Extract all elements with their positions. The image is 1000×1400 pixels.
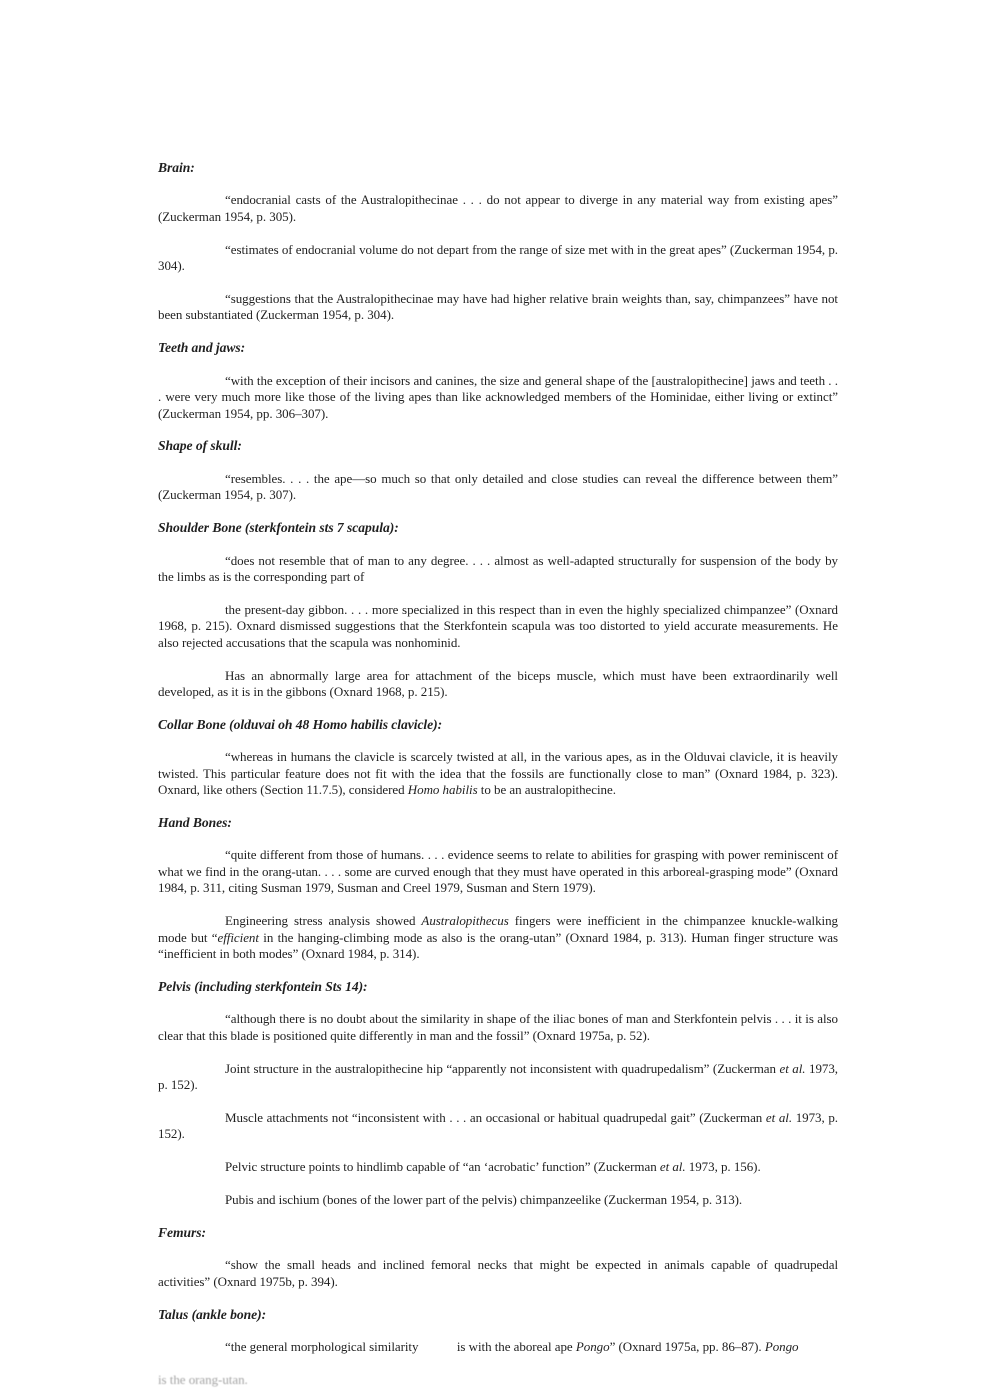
text-run: “does not resemble that of man to any degree. . . . almost as well-adapted structurally for suspension of the body by the limbs as is the corresponding part of: [158, 552, 838, 584]
section-heading: Shoulder Bone (sterkfontein sts 7 scapula):: [158, 520, 399, 536]
section-heading: Shape of skull:: [158, 438, 242, 454]
text-run: “the general morphological similarity is with the aboreal ape: [225, 1339, 576, 1355]
paragraph: [158, 553, 838, 586]
section: [158, 717, 838, 799]
text-run: “whereas in humans the clavicle is scarcely twisted at all, in the various apes, as in the Olduvai clavicle, it is heavily twisted. This particular feature does not fit with the idea that the fossils are functionally close to man” (Oxnard 1984, p. 323). Oxnard, like others (Section 11.7.5), considered: [158, 749, 838, 798]
text-run: Muscle attachments not “inconsistent with . . . an occasional or habitual quadrupedal gait” (Zuckerman: [225, 1109, 766, 1125]
paragraph: [158, 1061, 838, 1094]
paragraph: [158, 373, 838, 422]
section: [158, 979, 838, 1209]
paragraph: [158, 1257, 838, 1290]
text-run: “endocranial casts of the Australopithecinae . . . do not appear to diverge in any material way from existing apes” (Zuckerman 1954, p. 305).: [158, 192, 838, 224]
italic-term: Pongo: [764, 1339, 799, 1355]
text-run: “quite different from those of humans. . . . evidence seems to relate to abilities for grasping with power reminiscent of what we find in the orang-utan. . . . some are curved enough that they must have operated in this arboreal-grasping mode” (Oxnard 1984, p. 311, citing Susman 1979, Susman and Creel 1979, Susman and Stern 1979).: [158, 847, 838, 896]
text-run: fingers were inefficient in the chimpanzee knuckle-walking mode but “: [158, 913, 838, 945]
paragraph: [158, 847, 838, 896]
section-heading: Femurs:: [158, 1225, 206, 1241]
italic-term: et al.: [659, 1159, 686, 1175]
text-run: Pelvic structure points to hindlimb capable of “an ‘acrobatic’ function” (Zuckerman: [225, 1159, 660, 1175]
italic-term: Homo habilis: [407, 782, 478, 798]
section-heading: Pelvis (including sterkfontein Sts 14):: [158, 978, 368, 994]
paragraph: [158, 749, 838, 798]
text-run: the present-day gibbon. . . . more specialized in this respect than in even the highly specialized chimpanzee” (Oxnard 1968, p. 215). Oxnard dismissed suggestions that the Sterkfontein scapula was too distorted to yield accurate measurements. He also rejected accusations that the scapula was nonhominid.: [158, 601, 838, 650]
text-run: Joint structure in the australopithecine hip “apparently not inconsistent with quadrupedalism” (Zuckerman: [225, 1060, 780, 1076]
document-content: [158, 160, 838, 1389]
section: [158, 340, 838, 422]
paragraph: [158, 913, 838, 962]
section: [158, 815, 838, 962]
section: [158, 438, 838, 503]
text-run: in the hanging-climbing mode as also is the orang-utan” (Oxnard 1984, p. 313). Human finger structure was “inefficient in both modes” (Oxnard 1984, p. 314).: [158, 929, 839, 961]
cutoff-line: [158, 1372, 838, 1388]
section-heading: Talus (ankle bone):: [158, 1306, 267, 1322]
paragraph: [158, 1110, 838, 1143]
paragraph: [158, 1159, 838, 1175]
italic-term: Pongo: [575, 1339, 610, 1355]
section: [158, 160, 838, 324]
text-run: “show the small heads and inclined femoral necks that might be expected in animals capable of quadrupedal activities” (Oxnard 1975b, p. 394).: [158, 1257, 838, 1289]
paragraph: [158, 668, 838, 701]
italic-term: Australopithecus: [421, 913, 509, 929]
section-heading: Teeth and jaws:: [158, 340, 246, 356]
paragraph: [158, 1339, 838, 1355]
section-heading: Brain:: [158, 160, 195, 175]
paragraph: [158, 471, 838, 504]
text-run: Pubis and ischium (bones of the lower part of the pelvis) chimpanzeelike (Zuckerman 1954, p. 313).: [225, 1192, 743, 1208]
paragraph: [158, 192, 838, 225]
text-run: “although there is no doubt about the similarity in shape of the iliac bones of man and Sterkfontein pelvis . . . it is also clear that this blade is positioned quite differently in man and the fossil” (Oxnard 1975a, p. 52).: [158, 1011, 838, 1043]
paragraph: [158, 602, 838, 651]
paragraph: [158, 1192, 838, 1208]
paragraph: [158, 242, 838, 275]
italic-term: efficient: [217, 929, 259, 945]
section: [158, 1225, 838, 1290]
paragraph: [158, 291, 838, 324]
section-heading: Hand Bones:: [158, 815, 232, 831]
italic-term: et al.: [779, 1060, 806, 1076]
text-run: “resembles. . . . the ape—so much so that only detailed and close studies can reveal the difference between them” (Zuckerman 1954, p. 307).: [158, 470, 838, 503]
text-run: 1973, p. 152).: [158, 1109, 838, 1142]
text-run: Engineering stress analysis showed: [225, 913, 422, 929]
text-run: “with the exception of their incisors and canines, the size and general shape of the [australopithecine] jaws and teeth . . . were very much more like those of the living apes than like acknowledged members of the Hominidae, either living or extinct” (Zuckerman 1954, pp. 306–307).: [158, 372, 838, 421]
italic-term: et al.: [765, 1109, 793, 1125]
text-run: “estimates of endocranial volume do not depart from the range of size met with in the great apes” (Zuckerman 1954, p. 304).: [158, 241, 838, 274]
text-run: 1973, p. 156).: [685, 1159, 761, 1175]
text-run: is the orang-utan.: [158, 1372, 248, 1388]
text-run: 1973, p. 152).: [158, 1060, 839, 1093]
text-run: ” (Oxnard 1975a, pp. 86–87).: [609, 1339, 765, 1355]
section: [158, 520, 838, 700]
text-run: to be an australopithecine.: [477, 782, 616, 798]
text-run: “suggestions that the Australopithecinae may have had higher relative brain weights than, say, chimpanzees” have not been substantiated (Zuckerman 1954, p. 304).: [158, 291, 838, 323]
section-heading: Collar Bone (olduvai oh 48 Homo habilis clavicle):: [158, 716, 443, 732]
paragraph: [158, 1011, 838, 1044]
text-run: Has an abnormally large area for attachment of the biceps muscle, which must have been extraordinarily well developed, as it is in the gibbons (Oxnard 1968, p. 215).: [158, 667, 838, 700]
section: [158, 1307, 838, 1389]
